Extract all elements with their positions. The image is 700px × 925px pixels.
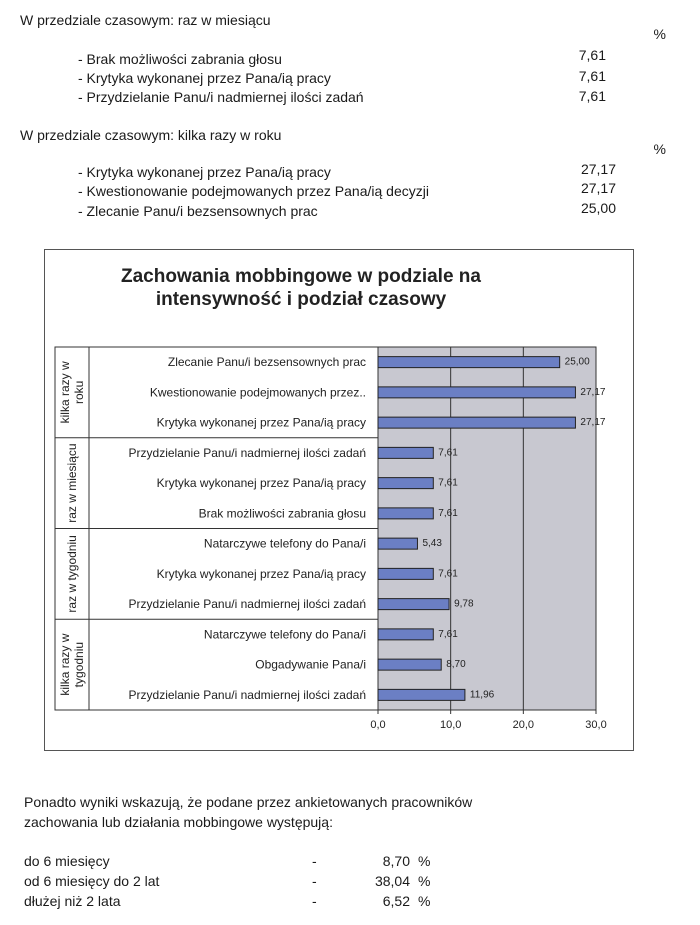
- group-label: raz w miesiącu: [65, 443, 79, 523]
- list-item-value: 7,61: [578, 88, 606, 104]
- duration-value: 8,70: [382, 853, 410, 869]
- group-label: roku: [72, 380, 86, 405]
- category-label: Przydzielanie Panu/i nadmiernej ilości zadań: [128, 445, 366, 460]
- list-item-value: 7,61: [578, 68, 606, 84]
- category-label: Brak możliwości zabrania głosu: [198, 506, 366, 521]
- data-label: 27,17: [580, 386, 606, 398]
- category-label: Obgadywanie Pana/i: [255, 657, 366, 672]
- duration-value: 38,04: [374, 873, 410, 889]
- data-label: 5,43: [422, 538, 442, 550]
- category-label: Przydzielanie Panu/i nadmiernej ilości zadań: [128, 597, 366, 612]
- category-label: Kwestionowanie podejmowanych przez..: [149, 385, 366, 400]
- list-item-value: 25,00: [580, 200, 616, 216]
- group-label: raz w tygodniu: [65, 535, 79, 613]
- list-item-value: 7,61: [578, 47, 606, 63]
- duration-unit: %: [418, 853, 431, 869]
- duration-unit: %: [418, 893, 431, 909]
- section-title-yearly: W przedziale czasowym: kilka razy w roku: [20, 127, 282, 143]
- chart-title-line-2: intensywność i podział czasowy: [155, 289, 447, 310]
- duration-dash: -: [312, 893, 317, 909]
- data-label: 9,78: [454, 598, 474, 610]
- bar: [378, 599, 449, 610]
- bar-chart: [45, 250, 633, 750]
- footer-intro-line-1: Ponadto wyniki wskazują, że podane przez ankietowanych pracowników: [24, 794, 473, 810]
- group-label: kilka razy w: [58, 633, 72, 696]
- bar: [378, 357, 560, 368]
- data-label: 27,17: [580, 417, 606, 429]
- bar: [378, 568, 433, 579]
- section-title-monthly: W przedziale czasowym: raz w miesiącu: [20, 12, 271, 28]
- data-label: 25,00: [564, 356, 590, 368]
- bar: [378, 417, 575, 428]
- list-item: - Przydzielanie Panu/i nadmiernej ilości zadań: [78, 89, 364, 105]
- data-label: 8,70: [446, 659, 466, 671]
- category-label: Natarczywe telefony do Pana/i: [203, 536, 366, 551]
- duration-label: dłużej niż 2 lata: [24, 893, 121, 909]
- bar: [378, 659, 441, 670]
- bar: [378, 447, 433, 458]
- duration-dash: -: [312, 853, 317, 869]
- percent-header: %: [653, 141, 666, 157]
- x-tick-label: 30,0: [585, 719, 607, 731]
- duration-value: 6,52: [382, 893, 410, 909]
- category-label: Krytyka wykonanej przez Pana/ią pracy: [156, 476, 366, 491]
- percent-header: %: [653, 26, 666, 42]
- list-item: - Brak możliwości zabrania głosu: [78, 51, 282, 67]
- data-label: 7,61: [438, 628, 458, 640]
- x-tick-label: 20,0: [512, 719, 535, 731]
- bar: [378, 629, 433, 640]
- list-item: - Krytyka wykonanej przez Pana/ią pracy: [78, 70, 331, 86]
- data-label: 7,61: [438, 568, 458, 580]
- data-label: 7,61: [438, 507, 458, 519]
- bar: [378, 387, 575, 398]
- group-label: kilka razy w: [58, 361, 72, 424]
- footer-intro-line-2: zachowania lub działania mobbingowe występują:: [24, 814, 333, 830]
- bar: [378, 508, 433, 519]
- chart-title-line-1: Zachowania mobbingowe w podziale na: [121, 266, 481, 287]
- category-label: Krytyka wykonanej przez Pana/ią pracy: [156, 566, 366, 581]
- list-item: - Kwestionowanie podejmowanych przez Pana/ią decyzji: [78, 183, 429, 199]
- duration-label: od 6 miesięcy do 2 lat: [24, 873, 160, 889]
- bar: [378, 538, 417, 549]
- list-item-value: 27,17: [580, 180, 616, 196]
- list-item: - Krytyka wykonanej przez Pana/ią pracy: [78, 164, 331, 180]
- group-label: tygodniu: [72, 641, 86, 688]
- category-label: Natarczywe telefony do Pana/i: [203, 627, 366, 642]
- data-label: 7,61: [438, 477, 458, 489]
- x-tick-label: 0,0: [370, 719, 386, 731]
- data-label: 7,61: [438, 447, 458, 459]
- bar: [378, 478, 433, 489]
- bar: [378, 689, 465, 700]
- category-label: Zlecanie Panu/i bezsensownych prac: [167, 355, 366, 370]
- plot-area: [378, 347, 596, 710]
- category-label: Przydzielanie Panu/i nadmiernej ilości zadań: [128, 687, 366, 702]
- chart-container: [44, 249, 634, 751]
- x-tick-label: 10,0: [439, 719, 462, 731]
- data-label: 11,96: [469, 689, 495, 701]
- duration-dash: -: [312, 873, 317, 889]
- list-item-value: 27,17: [580, 161, 616, 177]
- duration-label: do 6 miesięcy: [24, 853, 110, 869]
- list-item: - Zlecanie Panu/i bezsensownych prac: [78, 203, 318, 219]
- duration-unit: %: [418, 873, 431, 889]
- category-label: Krytyka wykonanej przez Pana/ią pracy: [156, 415, 366, 430]
